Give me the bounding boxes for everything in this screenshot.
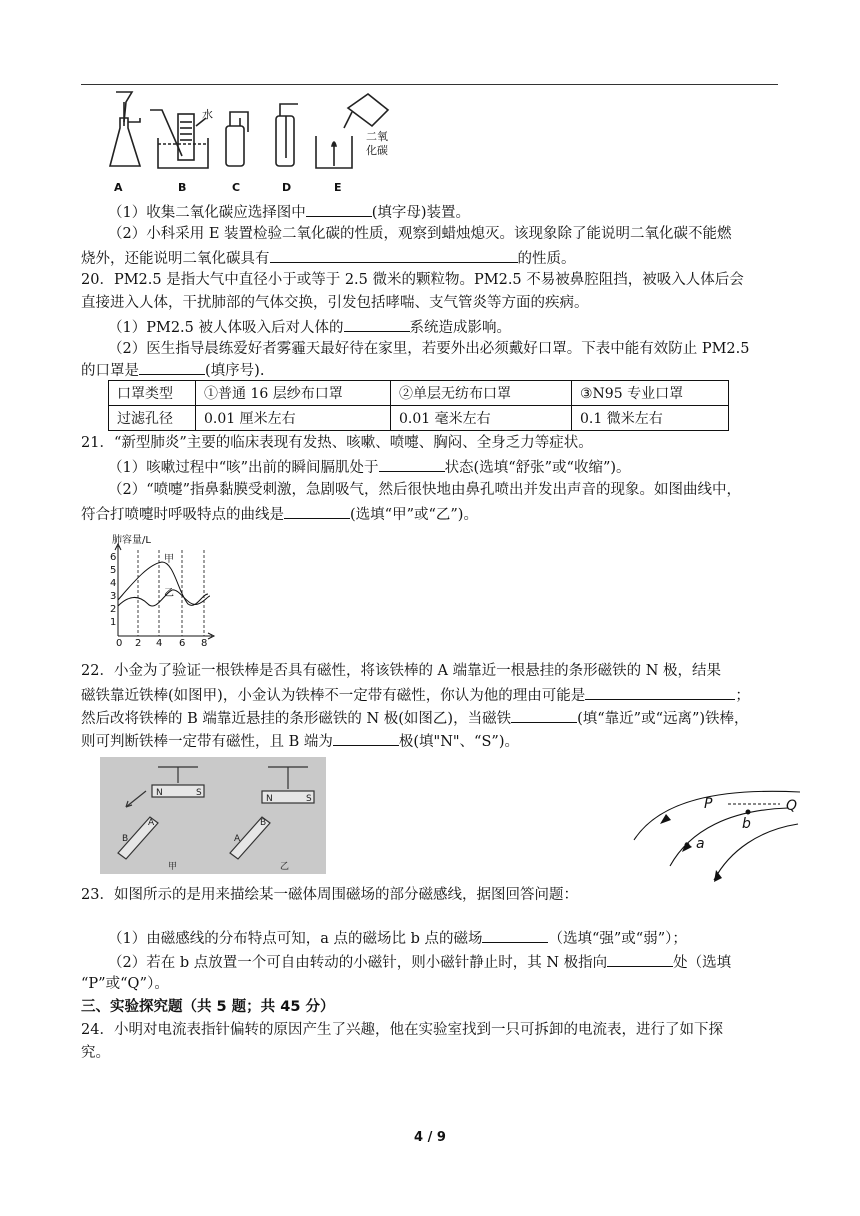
q22-line2: 磁铁靠近铁棒(如图甲)，小金认为铁棒不一定带有磁性，你认为他的理由可能是 ；	[81, 683, 750, 707]
table-cell: ③N95 专业口罩	[572, 381, 729, 406]
table-cell: ①普通 16 层纱布口罩	[196, 381, 391, 406]
x-tick: 8	[201, 638, 208, 648]
curve-label-yi: 乙	[164, 588, 174, 599]
co2-label-1: 二氧	[366, 130, 388, 143]
q23-part2-line2: “P”或“Q”）。	[81, 976, 169, 992]
field-label-p: P	[704, 796, 713, 812]
lung-capacity-graph	[108, 532, 218, 648]
section3-title: 三、实验探究题（共 5 题；共 45 分）	[81, 999, 335, 1015]
field-label-q: Q	[786, 798, 798, 814]
field-label-b: b	[742, 816, 751, 832]
q22-line1: 22．小金为了验证一根铁棒是否具有磁性，将该铁棒的 A 端靠近一根悬挂的条形磁铁的 N 极，结果	[81, 663, 722, 679]
q22-line4: 则可判断铁棒一定带有磁性，且 B 端为 极(填"N"、“S”)。	[81, 729, 519, 753]
y-tick: 3	[110, 591, 117, 602]
x-tick: 0	[116, 638, 123, 648]
q21-part2-line2: 符合打喷嚏时呼吸特点的曲线是 (选填“甲”或“乙”)。	[81, 502, 478, 526]
label-d: D	[282, 181, 292, 194]
field-lines-diagram	[630, 770, 810, 885]
q20-line1: 20．PM2.5 是指大气中直径小于或等于 2.5 微米的颗粒物。PM2.5 不易被鼻腔阻挡，被吸入人体后会	[81, 272, 744, 288]
mask-table	[108, 380, 729, 431]
water-label: 水	[202, 108, 213, 121]
apparatus-figure	[98, 88, 398, 196]
rod-b-left: B	[122, 834, 129, 844]
q23-part1: （1）由磁感线的分布特点可知，a 点的磁场比 b 点的磁场 （选填“强”或“弱”）；	[108, 926, 687, 950]
rod-b-right: B	[260, 818, 267, 828]
photo-caption-right: 乙	[280, 862, 290, 872]
q21-line1: 21．“新型肺炎”主要的临床表现有发热、咳嗽、喷嚏、胸闷、全身乏力等症状。	[81, 435, 593, 451]
q23-part2-line1: （2）若在 b 点放置一个可自由转动的小磁针，则小磁针静止时，其 N 极指向 处（选填	[108, 950, 731, 974]
q21-part2-line1: （2）“喷嚏”指鼻黏膜受刺激，急剧吸气，然后很快地由鼻孔喷出并发出声音的现象。如图曲线中，	[108, 482, 742, 498]
y-tick: 2	[110, 604, 117, 615]
table-cell: 0.01 毫米左右	[391, 406, 572, 431]
y-tick: 1	[110, 617, 117, 628]
q20-part2-line1: （2）医生指导晨练爱好者雾霾天最好待在家里，若要外出必须戴好口罩。下表中能有效防止 PM2.5	[108, 341, 750, 357]
y-tick: 6	[110, 552, 117, 563]
table-cell: 0.01 厘米左右	[196, 406, 391, 431]
q20-part1: （1）PM2.5 被人体吸入后对人体的 系统造成影响。	[108, 315, 511, 339]
q24-line1: 24．小明对电流表指针偏转的原因产生了兴趣，他在实验室找到一只可拆卸的电流表，进行了如下探	[81, 1022, 723, 1038]
table-row	[109, 381, 729, 406]
rod-a-right: A	[234, 834, 241, 844]
q20-line2: 直接进入人体，干扰肺部的气体交换，引发包括哮喘、支气管炎等方面的疾病。	[81, 295, 589, 311]
q19-part2-line1: （2）小科采用 E 装置检验二氧化碳的性质，观察到蜡烛熄灭。该现象除了能说明二氧化碳不能燃	[108, 226, 732, 242]
photo-caption-left: 甲	[168, 862, 178, 872]
x-tick: 4	[156, 638, 163, 648]
label-e: E	[334, 181, 342, 194]
q19-part1: （1）收集二氧化碳应选择图中 (填字母)装置。	[108, 200, 470, 224]
q23-line1: 23．如图所示的是用来描绘某一磁体周围磁场的部分磁感线，据图回答问题：	[81, 887, 578, 903]
q19-part2-line2: 烧外，还能说明二氧化碳具有 的性质。	[81, 246, 576, 270]
magnet-s-left: S	[196, 788, 202, 798]
header-rule	[81, 84, 778, 85]
label-a: A	[114, 181, 123, 194]
magnet-s-right: S	[306, 794, 312, 804]
table-cell: ②单层无纺布口罩	[391, 381, 572, 406]
table-cell: 口罩类型	[109, 381, 196, 406]
graph-ylabel: 肺容量/L	[112, 535, 151, 546]
y-tick: 4	[110, 578, 117, 589]
q22-line3: 然后改将铁棒的 B 端靠近悬挂的条形磁铁的 N 极(如图乙)，当磁铁 (填“靠近”或“远离”)铁棒，	[81, 706, 749, 730]
q24-line2: 究。	[81, 1045, 110, 1061]
magnet-photo	[100, 757, 326, 874]
co2-label-2: 化碳	[366, 144, 388, 157]
q20-part2-line2: 的口罩是 (填序号).	[81, 358, 264, 382]
page-number: 4 / 9	[414, 1130, 446, 1145]
table-cell: 过滤孔径	[109, 406, 196, 431]
magnet-n-right: N	[266, 794, 273, 804]
curve-label-jia: 甲	[164, 554, 174, 565]
label-c: C	[232, 181, 241, 194]
x-tick: 6	[179, 638, 186, 648]
q21-part1: （1）咳嗽过程中“咳”出前的瞬间膈肌处于 状态(选填“舒张”或“收缩”)。	[108, 455, 631, 479]
table-cell: 0.1 微米左右	[572, 406, 729, 431]
magnet-n-left: N	[156, 788, 163, 798]
table-row	[109, 406, 729, 431]
x-tick: 2	[135, 638, 142, 648]
label-b: B	[178, 181, 187, 194]
rod-a-left: A	[148, 818, 155, 828]
field-label-a: a	[696, 836, 705, 852]
y-tick: 5	[110, 565, 117, 576]
